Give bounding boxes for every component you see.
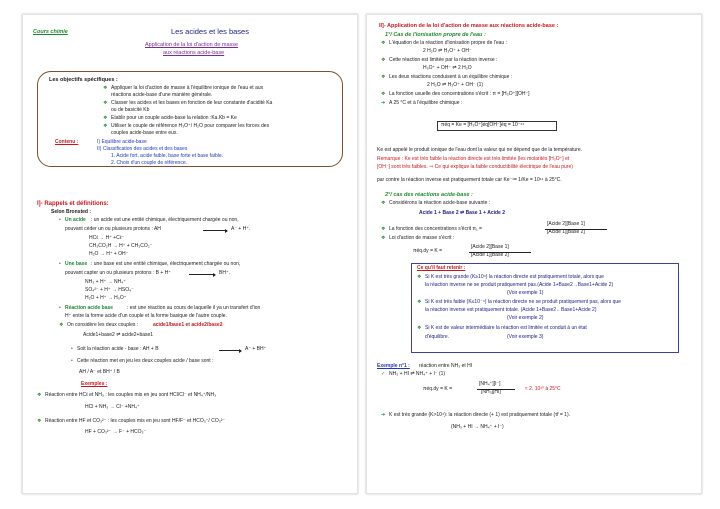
acid-equation: HCℓ → H⁺ +Cℓ⁻: [89, 235, 125, 241]
objective-item: Etablir pour un couple acide-base la relation :Ka.Kb = Ke: [111, 115, 237, 121]
bullet-icon: ❖: [103, 123, 108, 129]
bronsted-label: Selon Bronsted :: [51, 209, 92, 215]
bullet-icon: ❖: [417, 274, 422, 280]
acid-equation: CH₃CO₂H → H⁺ + CH₃CO₂⁻: [89, 243, 153, 249]
example-1-lhs: πéq.dy = K =: [423, 386, 453, 392]
remark-line: par contre la réaction inverse est pratiquement totale car Ke⁻¹= 1/Ke = 10¹⁴ à 25°C.: [377, 177, 562, 183]
remark-line: Remarque : Ke est très faible la réaction directe est très limitée (les molarités [H₃O⁺] et: [377, 156, 570, 162]
retenir-title: Ce qu'il faut retenir :: [417, 265, 466, 271]
retenir-item: (Voir exemple 1): [507, 290, 544, 296]
retenir-item: (Voir exemple 3): [507, 334, 544, 340]
bullet-icon: •: [71, 358, 73, 364]
exemples-label: Exemples :: [81, 381, 108, 387]
ke-definition: Ke est appelé le produit ionique de l'eau dont la valeur qui ne dépend que de la température.: [377, 147, 582, 153]
base-definition: : une base est une entité chimique, électriquement chargée ou non,: [91, 261, 241, 267]
bullet-icon: ❖: [417, 325, 422, 331]
fraction-numerator: [NH₄⁺][I⁻]: [479, 381, 501, 387]
section2-heading: II]- Application de la loi d'action de masse aux réactions acide-base :: [379, 23, 559, 29]
ke-equation: πéq = Ke = [H₃O⁺]éq[OH⁻]éq = 10⁻¹⁴: [441, 122, 525, 128]
example-2-text: Réaction entre HF et CO₃²⁻ : les couples mis en jeu sont HF/F⁻ et HCO₃⁻/ CO₃²⁻: [45, 418, 226, 424]
reaction-definition: : est une réaction au cours de laquelle il ya un transfert d'ion: [127, 305, 261, 311]
arrow-icon: ➔: [381, 100, 386, 106]
usual-function-text: La fonction usuelle des concentrations s'écrit : π = [H₃O⁺][OH⁻]: [389, 91, 530, 97]
reaction-arrow: [189, 274, 215, 275]
temperature-text: A 25 °C et à l'équilibre chimique :: [389, 100, 463, 106]
ionisation-equation: 2 H₂O ⇌ H₃O⁺ + OH⁻: [423, 48, 472, 54]
consider-text: Considérons la réaction acide-base suivante :: [389, 200, 491, 206]
example-2-equation: HF + CO₃²⁻ → F⁻ + HCO₃⁻: [85, 429, 147, 435]
mass-action-lhs: πéq.dy = K =: [413, 248, 443, 254]
example-1-text: réaction entre NH₃ et HI: [419, 363, 473, 369]
bullet-icon: •: [71, 346, 73, 352]
retenir-item: Si K est de valeur intermédiaire la réaction est limitée et conduit à un état: [425, 325, 587, 331]
bullet-icon: ❖: [381, 226, 386, 232]
bullet-icon: •: [59, 305, 61, 311]
fraction-denominator: [Acide 1][Base 2]: [471, 252, 509, 258]
example-1-equation: NH₃ + HI ⇌ NH₄⁺ + I⁻ (1): [389, 371, 446, 377]
fraction-numerator: [Acide 2][Base 1]: [471, 244, 509, 250]
reaction-definition: H⁺ entre la forme acide d'un couple et la forme basique de l'autre couple.: [65, 313, 227, 319]
arrow-icon: ➔: [381, 412, 386, 418]
bullet-icon: ❖: [381, 57, 386, 63]
conclusion-text: K est très grande (K>10⁴): la réaction directe (+ 1) est pratiquement totale (τf = 1).: [389, 412, 571, 418]
bullet-icon: ❖: [37, 392, 42, 398]
subtitle-line2: aux réactions acide-base: [163, 50, 225, 56]
inverse-text: Cette réaction est limitée par la réaction inverse :: [389, 57, 498, 63]
retenir-item: (Voir exemple 2): [507, 315, 544, 321]
contenu-item: II) Classification des acides et des bases: [97, 146, 188, 152]
example-1-value: ≈ 2. 10¹⁰ à 25°C: [525, 386, 561, 392]
subsection-1-heading: 1°/ Cas de l'ionisation propre de l'eau :: [385, 32, 486, 38]
bullet-icon: ❖: [103, 115, 108, 121]
retenir-item: la réaction inverse ne se produit pratiquement pas.(Acide 1+Base2→Base1+Acide 2): [425, 282, 614, 288]
example-1-text: Réaction entre HCℓ et NH₃ : les couples mis en jeu sont HCl/Cl⁻ et NH₄⁺/NH₃: [45, 392, 217, 398]
acid-base-reaction: Acide 1 + Base 2 ⇌ Base 1 + Acide 2: [419, 210, 505, 216]
bullet-icon: ❖: [381, 91, 386, 97]
contenu-label: Contenu :: [55, 139, 79, 145]
bullet-icon: ❖: [381, 200, 386, 206]
fraction-numerator: [Acide 2][Base 1]: [547, 221, 585, 227]
retenir-item: la réaction inverse est pratiquement totale. (Acide 1+Base2←Base1+Acide 2): [425, 307, 597, 313]
document-page-1: [22, 14, 358, 494]
course-label: Cours chimie: [33, 29, 68, 35]
bullet-icon: ❖: [381, 235, 386, 241]
section1-heading: I]- Rappels et définitions:: [37, 201, 109, 207]
retenir-item: d'équilibre.: [425, 334, 450, 340]
acid-definition: : un acide est une entité chimique, électriquement chargée ou non,: [91, 217, 239, 223]
base-definition: pouvant capter un ou plusieurs protons : B + H⁺: [65, 270, 171, 276]
objective-item: Utiliser le couple de référence H₃O⁺/ H₂O pour comparer les forces des: [111, 123, 270, 129]
bullet-icon: ❖: [381, 74, 386, 80]
bullet-icon: ❖: [103, 100, 108, 106]
bullet-icon: ❖: [59, 322, 64, 328]
cette-text: Cette réaction met en jeu les deux couples acide / base sont :: [77, 358, 214, 364]
acid-definition: pouvant céder un ou plusieurs protons : AH: [65, 226, 161, 232]
retenir-item: Si K est très grande (K≥10⁴) la réaction directe est pratiquement totale, alors que: [425, 274, 604, 280]
bullet-icon: •: [59, 217, 61, 223]
acid-label: Un acide: [65, 217, 86, 223]
acid-definition-products: A⁻ + H⁺.: [231, 226, 251, 232]
fraction-denominator: [Acide 1][Base 2]: [547, 229, 585, 235]
contenu-item: I) Equilibre acide-base: [97, 139, 147, 145]
objective-item: ou de basicité Kb: [111, 107, 150, 113]
acid-equation: H₂O → H⁺ + OH⁻: [89, 251, 129, 257]
equilibrium-text: Les deux réactions conduisent à un équilibre chimique :: [389, 74, 513, 80]
reaction-arrow: [219, 350, 241, 351]
base-equation: NH₃ + H⁺ → NH₄⁺: [85, 279, 126, 285]
subsection-2-heading: 2°/ cas des réactions acide-base :: [385, 192, 473, 198]
equilibrium-equation: 2 H₂O ⇌ H₃O⁺ + OH⁻ (1): [427, 82, 484, 88]
bullet-icon: ❖: [37, 418, 42, 424]
mass-action-text: Loi d'action de masse s'écrit :: [389, 235, 455, 241]
contenu-item: 1. Acide fort, acide faible, base forte et base faible.: [111, 153, 224, 159]
base-definition-products: BH⁺.: [219, 270, 230, 276]
couples-equation: Acide1+base2 ⇌ acide2+base1: [83, 332, 154, 338]
bullet-icon: ❖: [103, 85, 108, 91]
base-equation: SO₄²⁻ + H⁺ → HSO₄⁻: [85, 287, 134, 293]
objective-item: réactions acide-base d'une manière générale.: [111, 92, 213, 98]
subtitle-line1: Application de la loi d'action de masse: [145, 42, 239, 48]
objectives-heading: Les objectifs spécifiques :: [49, 77, 118, 83]
bullet-icon: ❖: [381, 40, 386, 46]
soit-products: A⁻ + BH⁺: [245, 346, 267, 352]
inverse-equation: H₃O⁺ + OH⁻ ⇌ 2 H₂O: [423, 65, 472, 71]
ionisation-text: L'équation de la réaction d'ionisation propre de l'eau :: [389, 40, 507, 46]
couples-names: acide1/base1 et acide2/base2: [153, 322, 223, 328]
couples-intro: On considère les deux couples :: [67, 322, 139, 328]
retenir-item: Si K est très faible (K≤10⁻⁴) la réaction directe ne se produit pratiquement pas, alors que: [425, 299, 621, 305]
final-equation: (NH₃ + HI → NH₄⁺ + I⁻): [451, 424, 504, 430]
objective-item: Classer les acides et les bases en fonction de leur constante d'acidité Ka: [111, 100, 273, 106]
check-icon: ✓: [381, 371, 386, 377]
bullet-icon: ❖: [417, 299, 422, 305]
contenu-item: 2. Choix d'un couple de référence.: [111, 160, 188, 166]
base-equation: H₂O + H⁺ → H₃O⁺: [85, 295, 127, 301]
soit-text: Soit la réaction acide - base : AH + B: [77, 346, 159, 352]
objective-item: Appliquer la loi d'action de masse à l'équilibre ionique de l'eau et aux: [111, 85, 264, 91]
document-page-2: [366, 14, 702, 494]
cette-couples: AH / A⁻ et BH⁺ / B: [79, 369, 120, 375]
reaction-arrow: [203, 230, 227, 231]
base-label: Une base: [65, 261, 88, 267]
remark-line: [OH⁻] sont très faibles. ⇒ Ce qui explique la faible conductibilité électrique de l'eau pure): [377, 164, 573, 170]
bullet-icon: •: [59, 261, 61, 267]
reaction-label: Réaction acide base: [65, 305, 114, 311]
example-1-equation: HCl + NH₃ → Cl⁻ +NH₄⁺: [85, 404, 140, 410]
fraction-denominator: [NH₃][HI]: [481, 389, 501, 395]
page-title: Les acides et les bases: [171, 27, 249, 36]
example-1-label: Exemple n°1 :: [377, 363, 410, 369]
concentration-function-text: La fonction des concentrations s'écrit π₁ =: [389, 226, 482, 232]
objective-item: couples acide-base entre eux.: [111, 130, 178, 136]
